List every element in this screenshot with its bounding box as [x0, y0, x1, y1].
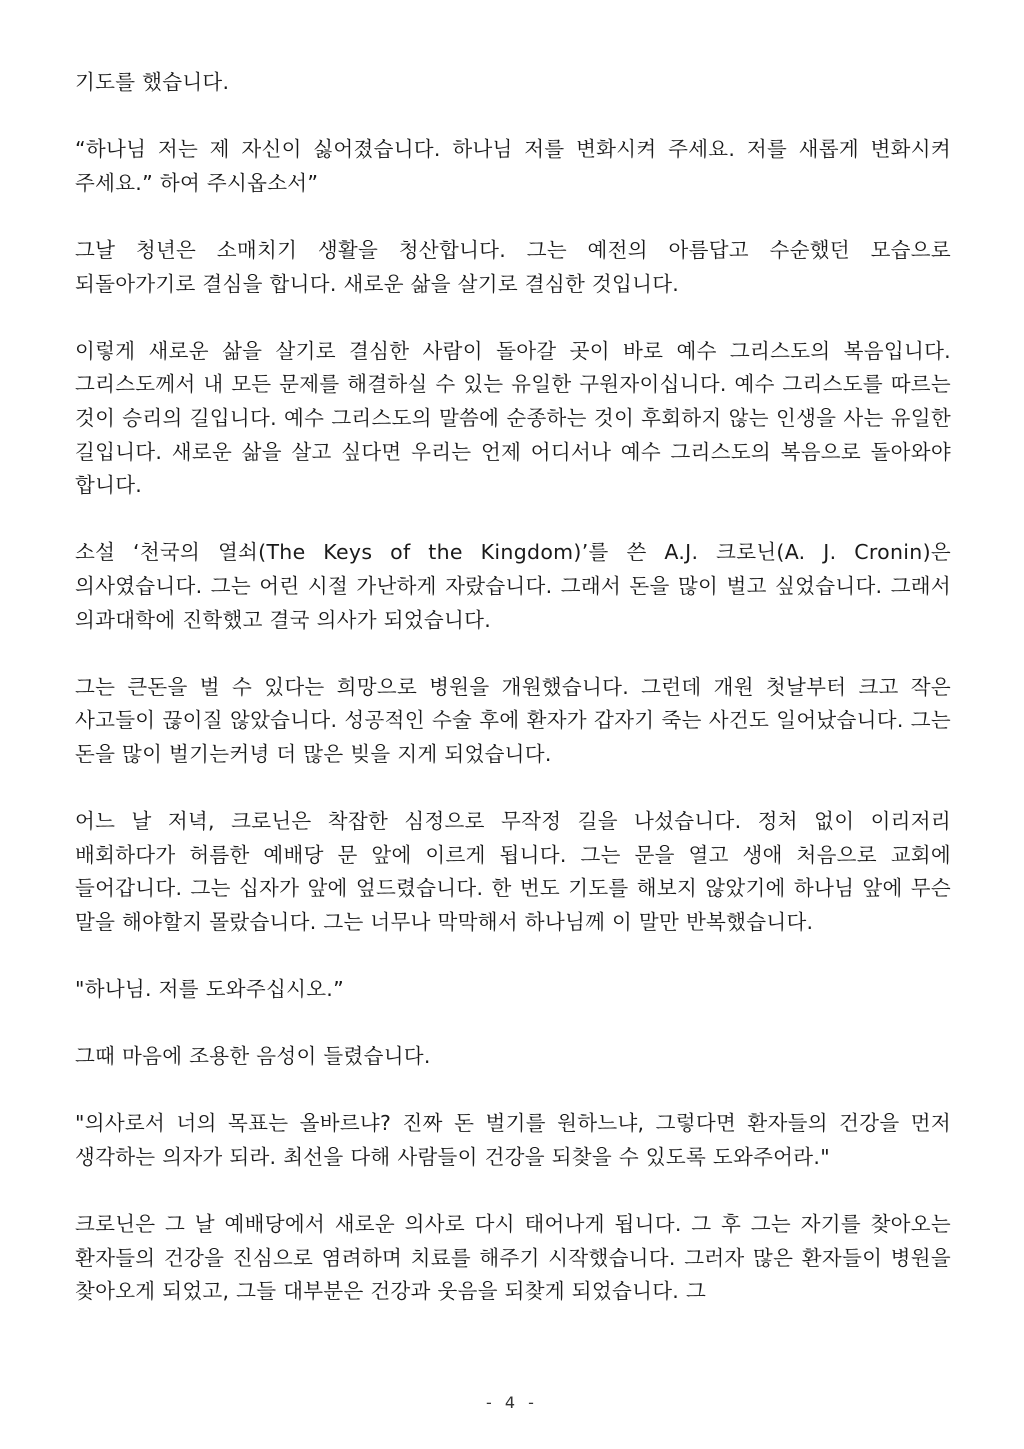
paragraph-3: 그날 청년은 소매치기 생활을 청산합니다. 그는 예전의 아름답고 수순했던 모습으로 되돌아가기로 결심을 합니다. 새로운 삶을 살기로 결심한 것입니다.: [75, 237, 951, 296]
paragraph-7: 어느 날 저녁, 크로닌은 착잡한 심정으로 무작정 길을 나섰습니다. 정처 없이 이리저리 배회하다가 허름한 예배당 문 앞에 이르게 됩니다. 그는 문을 열고 생애 처음으로 교회에 들어갑니다. 그는 십자가 앞에 엎드렸습니다. 한 번도 기도를 해보지 않았기에 하나님 앞에 무슨 말을 해야할지 몰랐습니다. 그는 너무나 막막해서 하나님께 이 말만 반복했습니다.: [75, 809, 951, 934]
paragraph-6: 그는 큰돈을 벌 수 있다는 희망으로 병원을 개원했습니다. 그런데 개원 첫날부터 크고 작은 사고들이 끊이질 않았습니다. 성공적인 수술 후에 환자가 갑자기 죽는 사건도 일어났습니다. 그는 돈을 많이 벌기는커녕 더 많은 빚을 지게 되었습니다.: [75, 674, 951, 766]
paragraph-8: "하나님. 저를 도와주십시오.”: [75, 977, 345, 1002]
paragraph-10: "의사로서 너의 목표는 올바르냐? 진짜 돈 벌기를 원하느냐, 그렇다면 환자들의 건강을 먼저 생각하는 의자가 되라. 최선을 다해 사람들이 건강을 되찾을 수 있도록 도와주어라.": [75, 1111, 951, 1169]
paragraph-4: 이렇게 새로운 삶을 살기로 결심한 사람이 돌아갈 곳이 바로 예수 그리스도의 복음입니다. 그리스도께서 내 모든 문제를 해결하실 수 있는 유일한 구원자이십니다. 예수 그리스도를 따르는 것이 승리의 길입니다. 예수 그리스도의 말씀에 순종하는 것이 후회하지 않는 인생을 사는 유일한 길입니다. 새로운 삶을 살고 싶다면 우리는 언제 어디서나 예수 그리스도의 복음으로 돌아와야 합니다.: [75, 338, 951, 498]
paragraph-2: “하나님 저는 제 자신이 싫어졌습니다. 하나님 저를 변화시켜 주세요. 저를 새롭게 변화시켜 주세요.” 하여 주시옵소서”: [75, 137, 951, 195]
page-body: [75, 66, 951, 1343]
paragraph-11: 크로닌은 그 날 예배당에서 새로운 의사로 다시 태어나게 됩니다. 그 후 그는 자기를 찾아오는 환자들의 건강을 진심으로 염려하며 치료를 해주기 시작했습니다. 그러자 많은 환자들이 병원을 찾아오게 되었고, 그들 대부분은 건강과 웃음을 되찾게 되었습니다. 그: [75, 1212, 951, 1304]
paragraph-1: 기도를 했습니다.: [75, 70, 230, 94]
paragraph-9: 그때 마음에 조용한 음성이 들렸습니다.: [75, 1044, 431, 1069]
paragraph-5: 소설 ‘천국의 열쇠(The Keys of the Kingdom)’를 쓴 A.J. 크로닌(A. J. Cronin)은 의사였습니다. 그는 어린 시절 가난하게 자랐습니다. 그래서 돈을 많이 벌고 싶었습니다. 그래서 의과대학에 진학했고 결국 의사가 되었습니다.: [75, 540, 951, 632]
page-number: - 4 -: [486, 1393, 538, 1412]
